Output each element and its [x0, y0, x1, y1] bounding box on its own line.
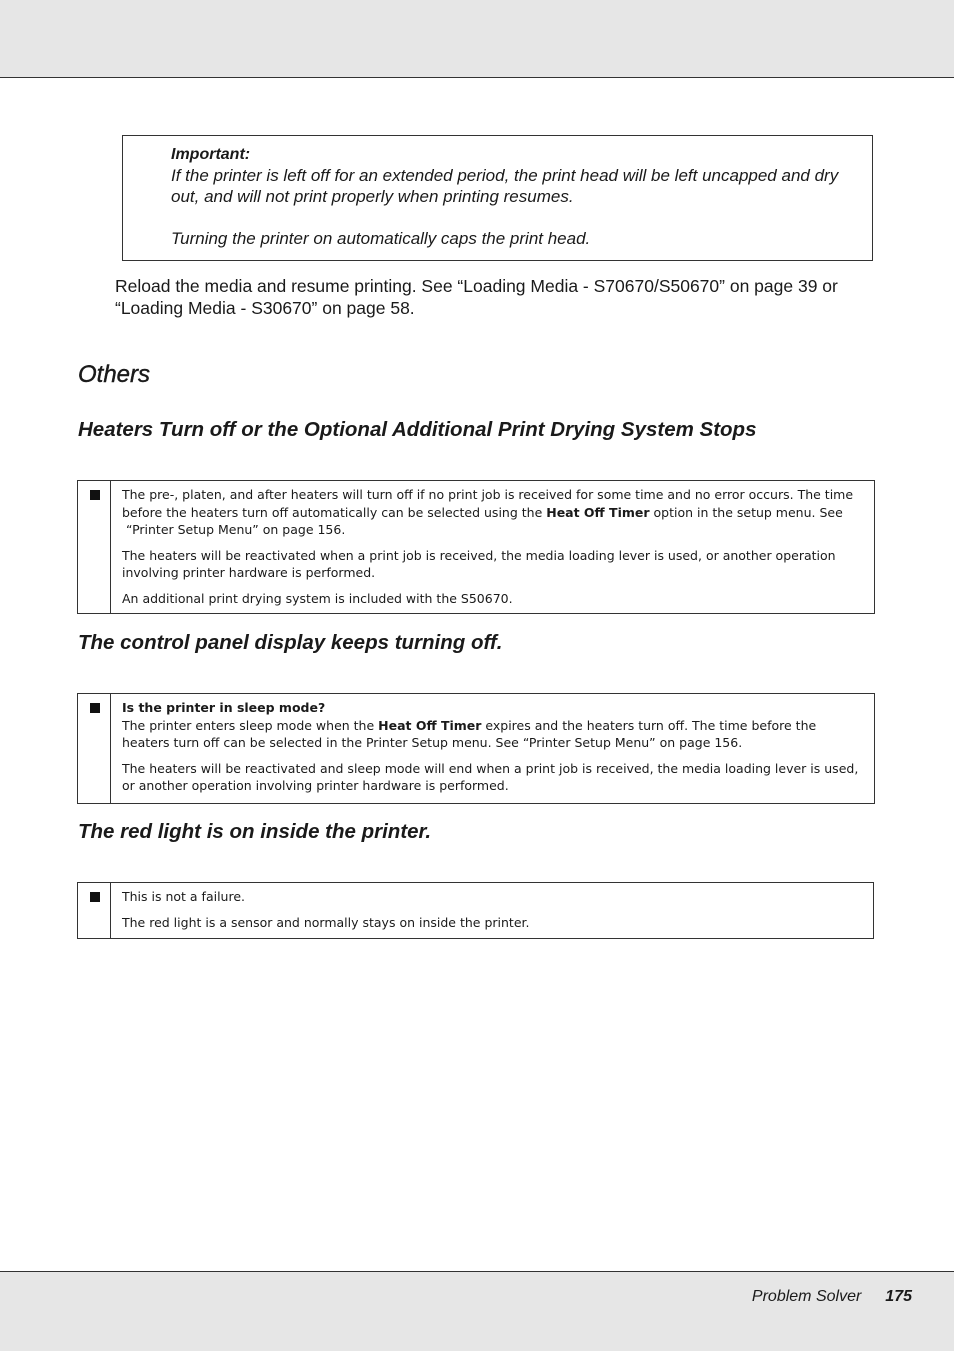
red-light-info-table: [77, 882, 874, 939]
bullet-column: [78, 694, 111, 803]
sleep-mode-question: Is the printer in sleep mode?: [122, 700, 326, 715]
control-panel-text-1: The printer enters sleep mode when the Heat Off Timer expires and the heaters turn off. The time before the heaters turn off can be selected in the Printer Setup menu. See “Printer Setup Menu” on page 156.: [122, 717, 817, 750]
red-light-text-2: The red light is a sensor and normally stays on inside the printer.: [122, 914, 530, 930]
important-note: [122, 135, 873, 261]
bullet-column: [78, 481, 111, 613]
bullet-square-icon: [90, 490, 100, 500]
control-panel-info-table: [77, 693, 875, 804]
header-band: [0, 0, 954, 78]
important-title: Important:: [171, 146, 251, 163]
bullet-square-icon: [90, 703, 100, 713]
heaters-text-3: An additional print drying system is included with the S50670.: [122, 590, 513, 606]
bullet-column: [78, 883, 111, 938]
footer-section-name: Problem Solver: [751, 1288, 862, 1305]
reload-instruction: Reload the media and resume printing. See “Loading Media - S70670/S50670” on page 39 or “Loading Media - S30670” on page 58.: [115, 276, 838, 318]
footer-band: [0, 1271, 954, 1351]
heaters-info-table: [77, 480, 875, 614]
page-footer: [752, 1288, 912, 1306]
red-light-text-1: This is not a failure.: [122, 889, 246, 904]
section-heading-heaters: Heaters Turn off or the Optional Additional Print Drying System Stops: [78, 418, 757, 441]
important-text-1: If the printer is left off for an extended period, the print head will be left uncapped and dry out, and will not print properly when printing resumes.: [171, 166, 839, 206]
heaters-text-1: The pre-, platen, and after heaters will turn off if no print job is received for some time and no error occurs. The time before the heaters turn off automatically can be selected using the Heat Off Timer option in the setup menu. See “Printer Setup Menu” on page 156.: [122, 487, 854, 537]
control-panel-text-2: The heaters will be reactivated and sleep mode will end when a print job is received, the media loading lever is used, or another operation involving printer hardware is performed.: [122, 760, 859, 793]
page-number: 175: [885, 1288, 912, 1305]
bullet-square-icon: [90, 892, 100, 902]
important-text-2: Turning the printer on automatically caps the print head.: [171, 229, 591, 248]
section-heading-red-light: The red light is on inside the printer.: [78, 820, 432, 843]
heaters-text-2: The heaters will be reactivated when a print job is received, the media loading lever is used, or another operation involving printer hardware is performed.: [122, 547, 836, 580]
others-heading: Others: [78, 361, 151, 388]
section-heading-control-panel: The control panel display keeps turning off.: [78, 631, 503, 654]
